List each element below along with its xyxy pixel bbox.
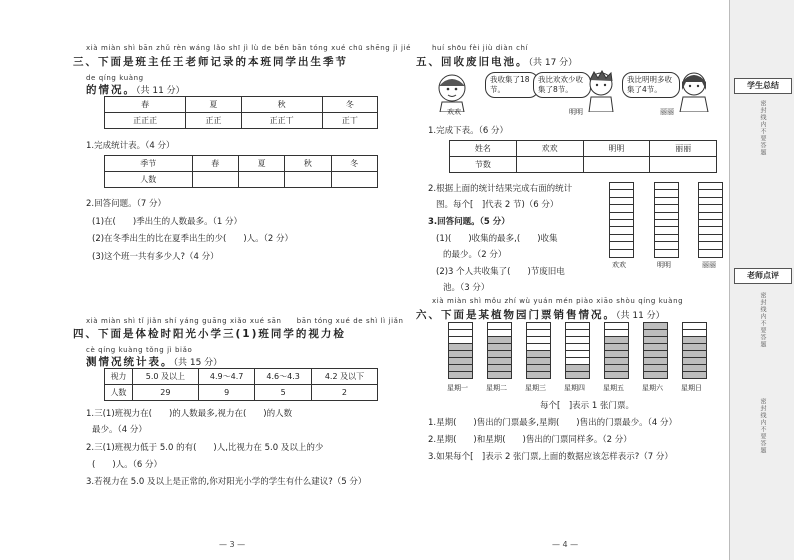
ticket-cell-filled <box>683 358 706 365</box>
answer-cell[interactable] <box>516 157 583 173</box>
stack-cell[interactable] <box>610 213 633 220</box>
q3-heading: 三、下面是班主任王老师记录的本班同学出生季节 <box>73 56 348 68</box>
answer-cell[interactable] <box>331 172 377 188</box>
q5-s3c: (2)3 个人共收集了( )节废旧电 <box>436 267 565 277</box>
stack-cell[interactable] <box>655 242 678 249</box>
ticket-cell-filled <box>644 365 667 372</box>
q3-pinyin2: de qíng kuàng <box>86 74 144 82</box>
ticket-cell-filled <box>488 358 511 365</box>
stack-cell[interactable] <box>699 242 722 249</box>
stack-cell[interactable] <box>610 205 633 212</box>
day-label: 星期日 <box>681 384 702 392</box>
stack-cell[interactable] <box>610 183 633 190</box>
stack-cell[interactable] <box>655 190 678 197</box>
ticket-cell-filled <box>644 330 667 337</box>
ticket-column <box>682 322 707 379</box>
ticket-cell-filled <box>605 337 628 344</box>
ticket-cell-filled <box>527 351 550 358</box>
ticket-column <box>448 322 473 379</box>
stack-cell[interactable] <box>610 198 633 205</box>
ticket-column <box>565 322 590 379</box>
ticket-column <box>526 322 551 379</box>
answer-cell[interactable] <box>285 172 331 188</box>
q3-q2c: (3)这个班一共有多少人?（4 分） <box>92 252 219 262</box>
day-label: 星期五 <box>603 384 624 392</box>
ticket-cell-filled <box>683 337 706 344</box>
ticket-cell-empty <box>527 344 550 351</box>
page-number-right: — 4 — <box>552 540 579 549</box>
q4-s1a: 1.三(1)班视力在( )的人数最多,视力在( )的人数 <box>86 409 293 419</box>
ticket-cell-filled <box>449 358 472 365</box>
q3-sub1: 1.完成统计表。（4 分） <box>86 141 175 151</box>
q4-heading: 四、下面是体检时阳光小学三(1)班同学的视力检 <box>73 328 346 340</box>
stack-cell[interactable] <box>655 198 678 205</box>
answer-cell[interactable] <box>583 157 650 173</box>
q3-stat-table: 季节 春 夏 秋 冬 人数 <box>104 155 378 188</box>
ticket-column <box>487 322 512 379</box>
q3-sub2: 2.回答问题。（7 分） <box>86 199 166 209</box>
ticket-column <box>604 322 629 379</box>
stack-label-mingming: 明明 <box>657 261 671 269</box>
ticket-cell-empty <box>605 323 628 330</box>
q4-s1b: 最少。（4 分） <box>92 425 147 435</box>
ticket-cell-filled <box>566 372 589 378</box>
stack-cell[interactable] <box>699 235 722 242</box>
q5-battery-table: 姓名 欢欢 明明 丽丽 节数 <box>449 140 717 173</box>
day-label: 星期二 <box>486 384 507 392</box>
speech-bubble-mingming: 我比欢欢少收集了8节。 <box>533 72 591 98</box>
ticket-cell-filled <box>605 372 628 378</box>
q3-q2b: (2)在冬季出生的比在夏季出生的少( )人。（2 分） <box>92 234 294 244</box>
teacher-comment-label: 老师点评 <box>734 268 792 284</box>
q6-s1: 1.星期( )售出的门票最多,星期( )售出的门票最少。（4 分） <box>428 418 677 428</box>
mingming-figure <box>584 70 618 112</box>
ticket-cell-filled <box>683 344 706 351</box>
speech-bubble-huanhuan: 我收集了18节。 <box>485 72 539 98</box>
q6-pinyin: xià miàn shì mǒu zhí wù yuán mén piào xiāo shòu qíng kuàng <box>432 297 684 305</box>
ticket-cell-filled <box>644 372 667 378</box>
q4-pinyin: xià miàn shì tǐ jiǎn shí yáng guāng xiǎo xué sān bān tóng xué de shì lì jiǎn <box>86 317 404 325</box>
ticket-cell-filled <box>527 358 550 365</box>
q3-q2a: (1)在( )季出生的人数最多。（1 分） <box>92 217 243 227</box>
ticket-cell-empty <box>683 330 706 337</box>
ticket-cell-filled <box>644 351 667 358</box>
ticket-cell-filled <box>683 351 706 358</box>
ticket-cell-filled <box>449 372 472 378</box>
stack-cell[interactable] <box>699 250 722 256</box>
q5-sub2a: 2.根据上面的统计结果完成右面的统计 <box>428 184 573 194</box>
day-label: 星期一 <box>447 384 468 392</box>
stack-cell[interactable] <box>699 213 722 220</box>
stack-cell[interactable] <box>699 227 722 234</box>
ticket-cell-filled <box>488 344 511 351</box>
ticket-cell-empty <box>449 330 472 337</box>
stack-cell[interactable] <box>655 220 678 227</box>
ticket-cell-filled <box>449 365 472 372</box>
ticket-cell-empty <box>566 358 589 365</box>
q5-sub1: 1.完成下表。（6 分） <box>428 126 508 136</box>
q4-vision-table: 视力 5.0 及以上 4.9～4.7 4.6～4.3 4.2 及以下 人数 29 9 5 2 <box>104 368 378 401</box>
q4-s3: 3.若视力在 5.0 及以上是正常的,你对阳光小学的学生有什么建议?（5 分） <box>86 477 367 487</box>
student-summary-label: 学生总结 <box>734 78 792 94</box>
ticket-cell-filled <box>449 351 472 358</box>
ticket-cell-filled <box>527 372 550 378</box>
ticket-cell-empty <box>488 330 511 337</box>
ticket-cell-filled <box>683 365 706 372</box>
grading-sidebar <box>729 0 794 560</box>
battery-stack-huanhuan[interactable] <box>609 182 634 258</box>
huanhuan-figure <box>430 72 480 112</box>
margin-note: 密封线内不要答题 <box>759 292 766 348</box>
ticket-cell-filled <box>605 344 628 351</box>
stack-cell[interactable] <box>655 183 678 190</box>
q4-s2b: ( )人。（6 分） <box>92 460 162 470</box>
ticket-cell-filled <box>488 372 511 378</box>
answer-cell[interactable] <box>192 172 238 188</box>
ticket-cell-empty <box>683 323 706 330</box>
stack-cell[interactable] <box>610 242 633 249</box>
ticket-cell-empty <box>527 323 550 330</box>
ticket-cell-filled <box>488 337 511 344</box>
stack-cell[interactable] <box>610 235 633 242</box>
ticket-cell-empty <box>566 323 589 330</box>
battery-stack-mingming[interactable] <box>654 182 679 258</box>
ticket-column <box>643 322 668 379</box>
ticket-cell-empty <box>488 323 511 330</box>
stack-cell[interactable] <box>610 250 633 256</box>
stack-cell[interactable] <box>655 213 678 220</box>
answer-cell[interactable] <box>650 157 717 173</box>
q4-pinyin2: cè qíng kuàng tǒng jì biǎo <box>86 346 193 354</box>
stack-cell[interactable] <box>610 227 633 234</box>
stack-cell[interactable] <box>699 190 722 197</box>
stack-cell[interactable] <box>699 183 722 190</box>
stack-cell[interactable] <box>655 250 678 256</box>
name-huanhuan: 欢欢 <box>447 108 461 116</box>
margin-note: 密封线内不要答题 <box>759 100 766 156</box>
ticket-cell-filled <box>644 323 667 330</box>
answer-cell[interactable] <box>238 172 284 188</box>
ticket-cell-filled <box>644 344 667 351</box>
q5-sub2b: 图。每个[ ]代表 2 节)（6 分） <box>436 200 559 210</box>
stack-cell[interactable] <box>699 198 722 205</box>
ticket-cell-filled <box>683 372 706 378</box>
ticket-cell-filled <box>605 365 628 372</box>
stack-label-lili: 丽丽 <box>702 261 716 269</box>
q3-pinyin: xià miàn shì bān zhǔ rèn wáng lǎo shī jì lù de běn bān tóng xué chū shēng jì jié <box>86 44 412 52</box>
ticket-cell-filled <box>605 358 628 365</box>
ticket-cell-empty <box>566 344 589 351</box>
stack-cell[interactable] <box>655 235 678 242</box>
ticket-cell-filled <box>488 365 511 372</box>
q5-heading: 五、回收废旧电池。（共 17 分） <box>416 56 578 68</box>
ticket-cell-empty <box>566 337 589 344</box>
stack-label-huanhuan: 欢欢 <box>612 261 626 269</box>
ticket-cell-empty <box>566 330 589 337</box>
day-label: 星期三 <box>525 384 546 392</box>
stack-cell[interactable] <box>655 205 678 212</box>
q5-pinyin: huí shōu fèi jiù diàn chí <box>432 44 529 52</box>
q3-tally-table: 春 夏 秋 冬 正正正 正正 正正丅 正丅 <box>104 96 378 129</box>
q5-sub3: 3.回答问题。（5 分） <box>428 217 510 227</box>
ticket-cell-empty <box>566 351 589 358</box>
q6-scale-note: 每个[ ]表示 1 张门票。 <box>540 401 634 411</box>
stack-cell[interactable] <box>610 190 633 197</box>
stack-cell[interactable] <box>655 227 678 234</box>
ticket-cell-filled <box>449 344 472 351</box>
ticket-cell-filled <box>527 365 550 372</box>
ticket-cell-filled <box>566 365 589 372</box>
ticket-cell-empty <box>449 323 472 330</box>
day-label: 星期六 <box>642 384 663 392</box>
day-label: 星期四 <box>564 384 585 392</box>
lili-figure <box>674 70 714 112</box>
ticket-cell-empty <box>605 330 628 337</box>
name-lili: 丽丽 <box>660 108 674 116</box>
ticket-cell-filled <box>605 351 628 358</box>
stack-cell[interactable] <box>610 220 633 227</box>
margin-note: 密封线内不要答题 <box>759 398 766 454</box>
q4-heading2: 测情况统计表。（共 15 分） <box>86 356 223 368</box>
stack-cell[interactable] <box>699 220 722 227</box>
ticket-cell-empty <box>527 330 550 337</box>
ticket-cell-filled <box>644 358 667 365</box>
q6-s3: 3.如果每个[ ]表示 2 张门票,上面的数据应该怎样表示?（7 分） <box>428 452 673 462</box>
q6-s2: 2.星期( )和星期( )售出的门票同样多。（2 分） <box>428 435 632 445</box>
speech-bubble-lili: 我比明明多收集了4节。 <box>622 72 680 98</box>
name-mingming: 明明 <box>569 108 583 116</box>
stack-cell[interactable] <box>699 205 722 212</box>
q3-heading2: 的情况。（共 11 分） <box>86 84 185 96</box>
q4-s2a: 2.三(1)班视力低于 5.0 的有( )人,比视力在 5.0 及以上的少 <box>86 443 324 453</box>
page-number-left: — 3 — <box>219 540 246 549</box>
ticket-cell-empty <box>527 337 550 344</box>
q5-s3a: (1)( )收集的最多,( )收集 <box>436 234 558 244</box>
q5-s3d: 池。（3 分） <box>443 283 490 293</box>
ticket-cell-empty <box>449 337 472 344</box>
ticket-cell-filled <box>488 351 511 358</box>
battery-stack-lili[interactable] <box>698 182 723 258</box>
q5-s3b: 的最少。（2 分） <box>443 250 507 260</box>
ticket-cell-filled <box>644 337 667 344</box>
q6-heading: 六、下面是某植物园门票销售情况。（共 11 分） <box>416 309 665 321</box>
